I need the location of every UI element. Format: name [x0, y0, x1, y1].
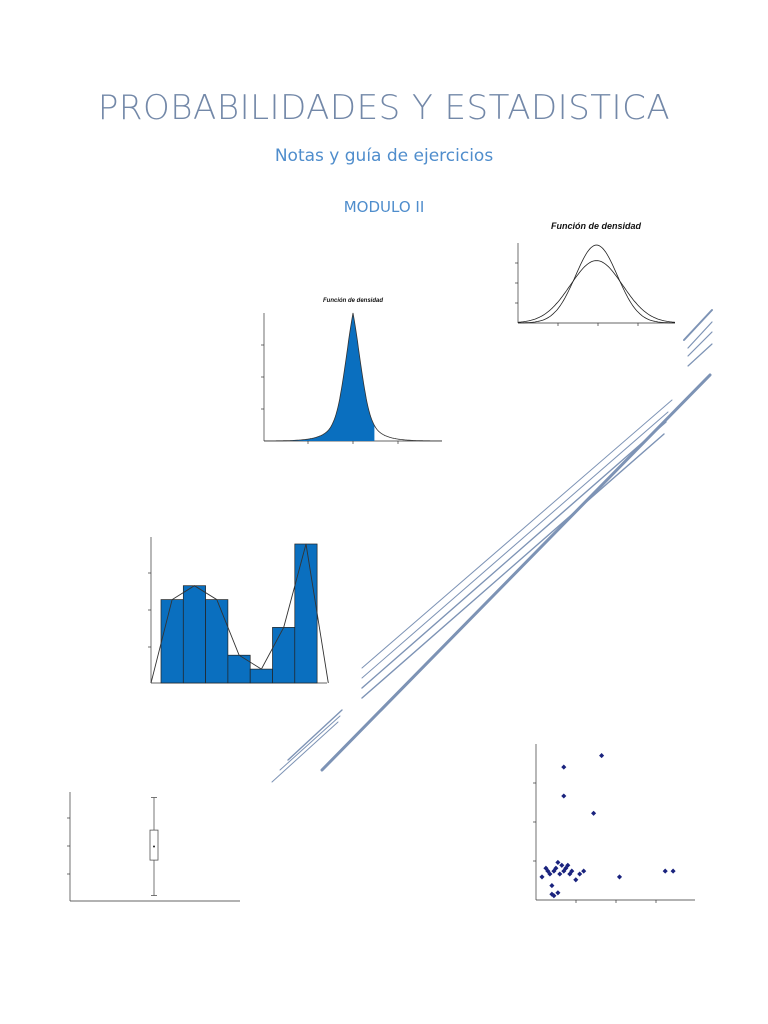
scatter-point [617, 874, 622, 879]
axes [515, 243, 675, 326]
scatter-point [561, 765, 566, 770]
scatter-point [581, 869, 586, 874]
histogram-bar [161, 600, 183, 683]
scatter-point [539, 874, 544, 879]
shaded-area [264, 314, 374, 441]
scatter-point [573, 877, 578, 882]
document-subtitle: Notas y guía de ejercicios [274, 146, 494, 166]
histogram-bar [228, 655, 250, 683]
scatter-point [555, 890, 560, 895]
histogram-bar [273, 627, 295, 683]
scatter-point [599, 753, 604, 758]
scatter-point [671, 869, 676, 874]
chart-title: Función de densidad [322, 298, 384, 304]
chart-title: Función de densidad [550, 221, 642, 231]
histogram-bar [295, 544, 317, 683]
scatter-point [577, 871, 582, 876]
scatter-point [561, 793, 566, 798]
histogram-bar [206, 600, 228, 683]
scatter-point [549, 883, 554, 888]
scatter-point [557, 871, 562, 876]
scatter-chart [530, 740, 700, 912]
histogram-bar [250, 669, 272, 683]
box [150, 830, 158, 860]
boxplot-chart [64, 788, 244, 906]
histogram-chart [145, 535, 330, 687]
document-title: PROBABILIDADES Y ESTADISTICA [97, 88, 671, 128]
shaded-density-chart [258, 293, 448, 448]
scatter-point [591, 811, 596, 816]
histogram-bar [183, 586, 205, 683]
density-series-2 [518, 261, 675, 323]
scatter-point [663, 869, 668, 874]
density-series-1 [518, 245, 675, 323]
scatter-point [559, 863, 564, 868]
axes [533, 744, 695, 903]
density-curves-chart [510, 215, 685, 335]
scatter-point [555, 860, 560, 865]
module-label: MODULO II [343, 198, 425, 216]
mean-marker [153, 846, 155, 848]
